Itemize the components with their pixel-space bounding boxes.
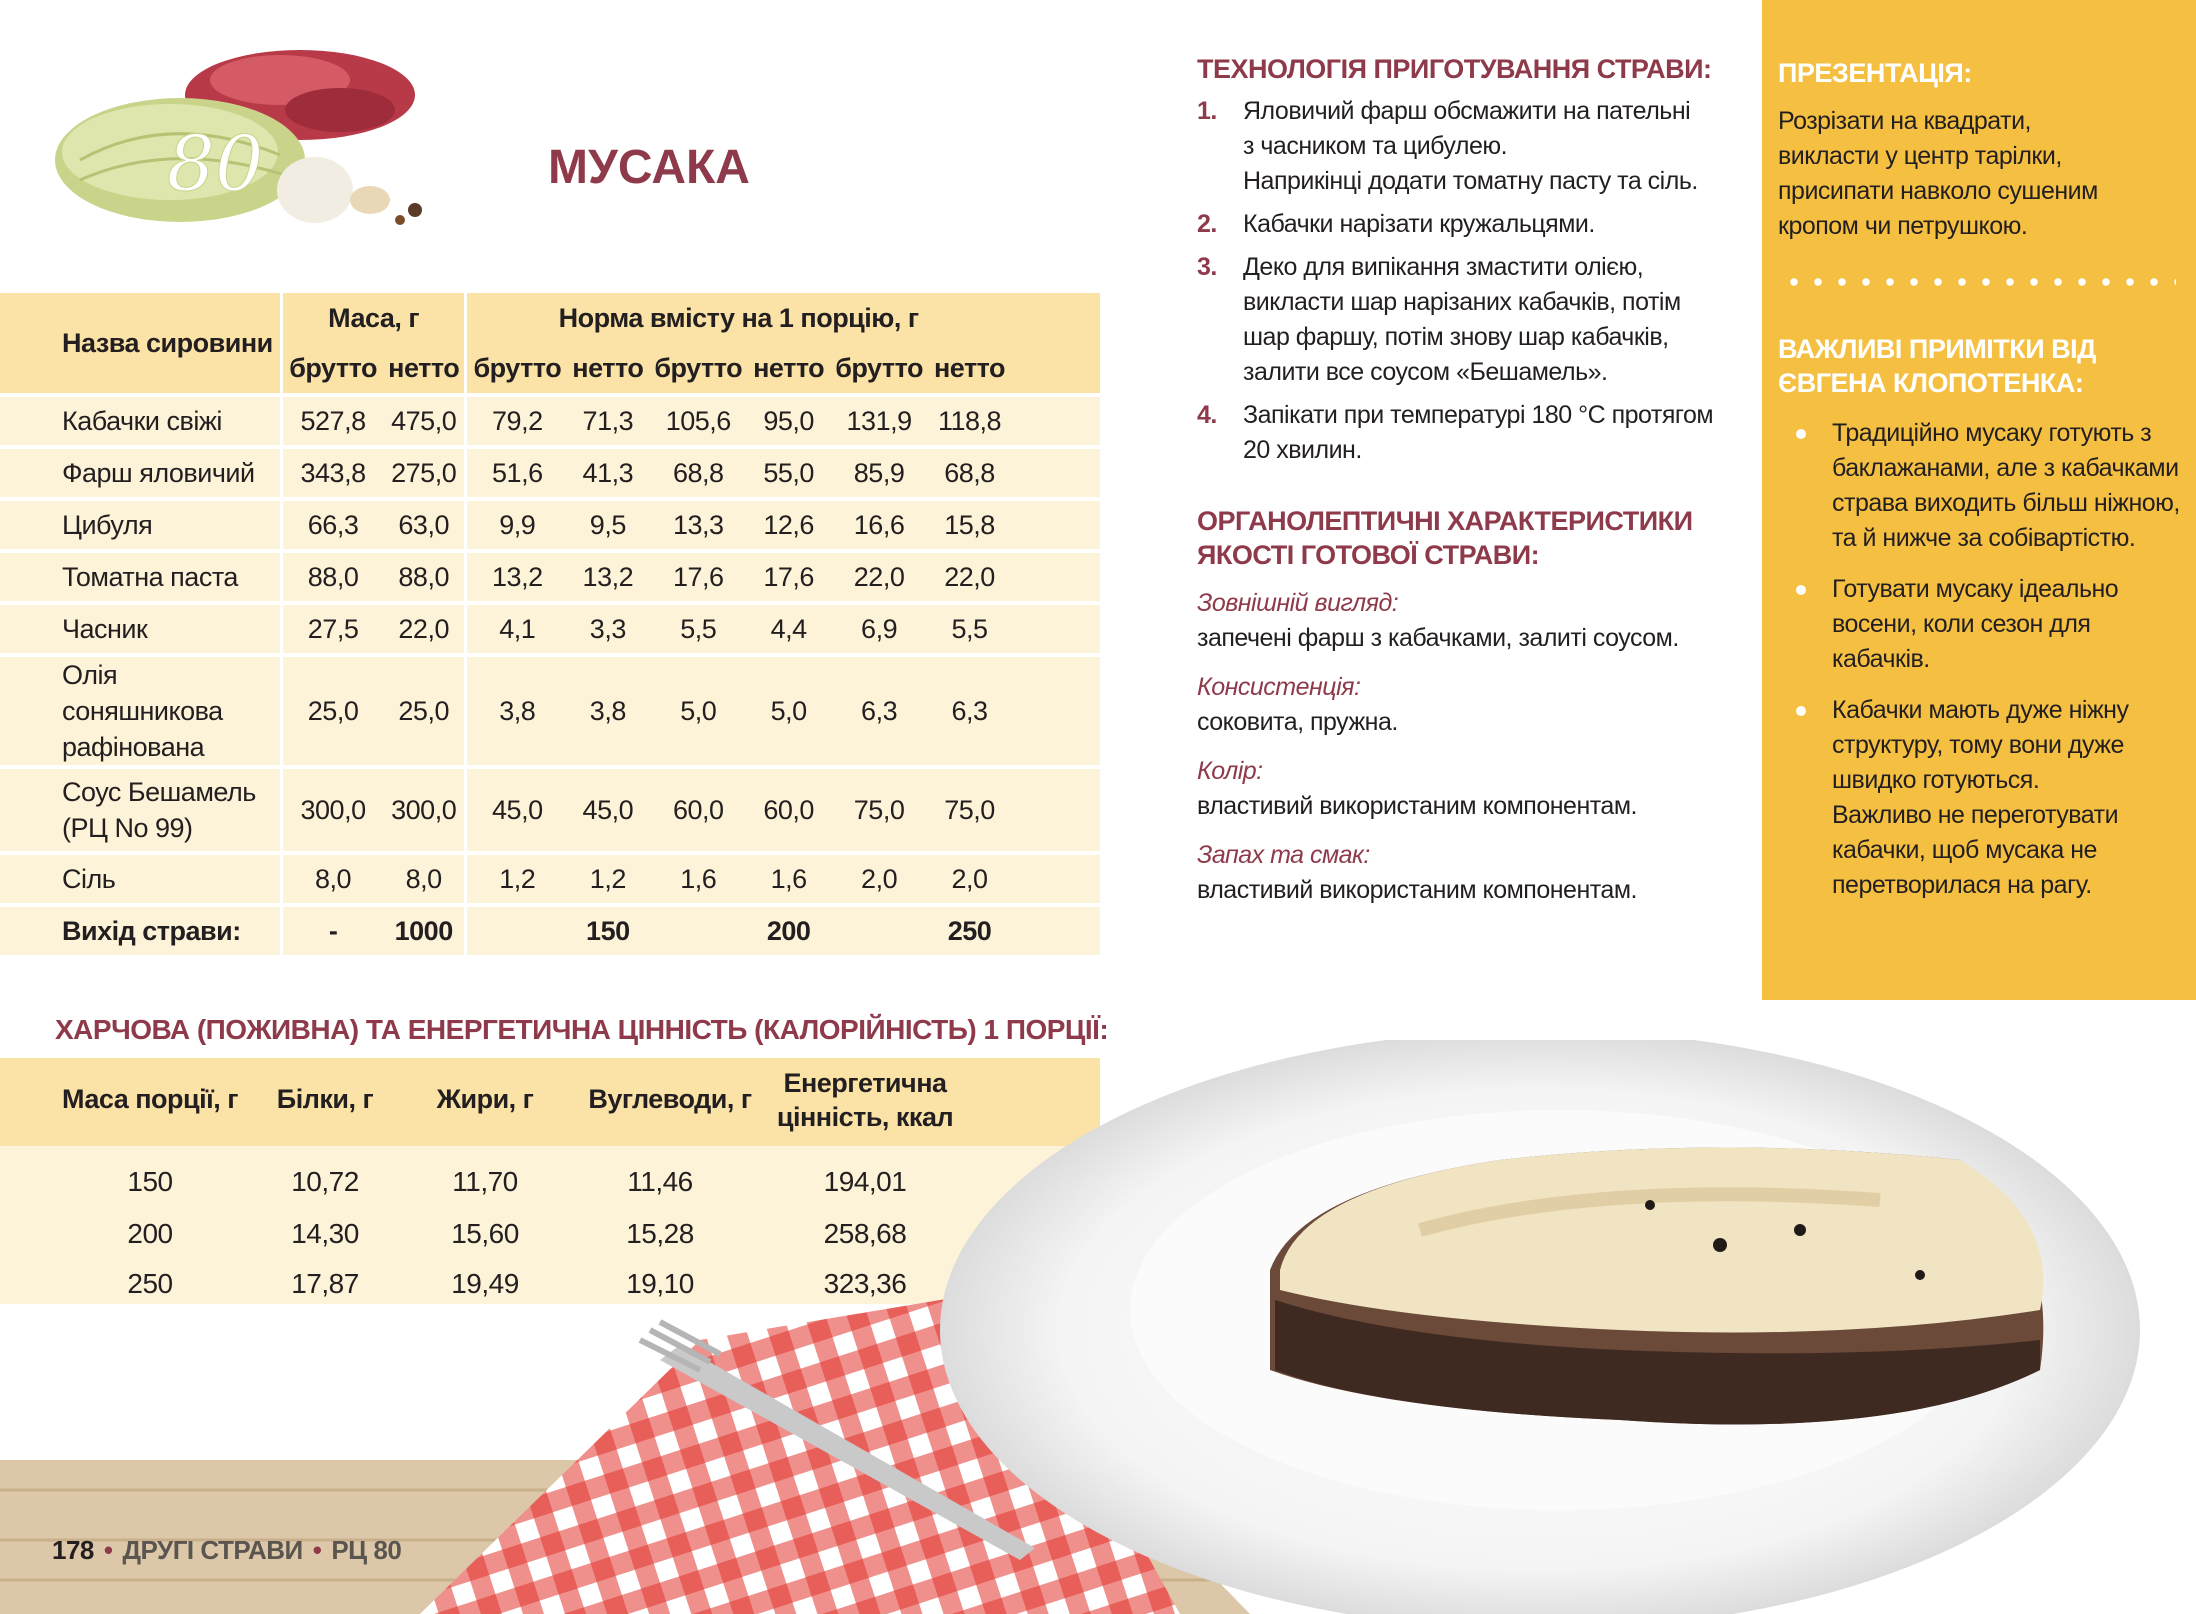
notes-title-2: ЄВГЕНА КЛОПОТЕНКА:: [1778, 368, 2084, 398]
step-line: шар фаршу, потім знову шар кабачків,: [1243, 323, 1669, 351]
cell: 25,0: [398, 695, 449, 726]
cell: 79,2: [466, 395, 568, 447]
note-line: кабачки, щоб мусака не: [1832, 836, 2097, 864]
cell: 25,0: [282, 655, 384, 767]
table-row: [0, 551, 1100, 603]
col-gross: брутто: [835, 352, 923, 383]
col-gross: брутто: [654, 352, 743, 383]
cell: 9,9: [466, 499, 568, 551]
table-row: [0, 767, 1100, 853]
note-line: перетворилася на рагу.: [1832, 871, 2092, 899]
ingredient-name: Олія соняшникова рафінована: [62, 660, 223, 762]
notes-list: [1778, 416, 2188, 903]
table-total-row: [0, 905, 1100, 955]
cell: 41,3: [582, 457, 634, 488]
cell: 3,8: [589, 695, 626, 726]
cell: 17,87: [291, 1268, 359, 1299]
note-line: швидко готуються.: [1832, 766, 2040, 794]
cell: 3,3: [589, 613, 626, 644]
cell: 1,2: [589, 863, 626, 894]
note-item: [1778, 693, 2188, 903]
ingredient-name: Часник: [62, 613, 148, 644]
cell: 22,0: [944, 561, 995, 592]
cell: 3,8: [466, 655, 568, 767]
cell: 60,0: [672, 794, 724, 825]
step-line: Яловичий фарш обсмажити на пательні: [1243, 97, 1691, 125]
cell: 12,6: [763, 509, 814, 540]
col-energy-unit: цінність, ккал: [776, 1102, 954, 1132]
cell: 68,8: [944, 457, 995, 488]
quality-label: Запах та смак:: [1197, 841, 1370, 869]
ingredient-name: Томатна паста: [62, 561, 238, 592]
presentation-title: ПРЕЗЕНТАЦІЯ:: [1778, 58, 1972, 88]
table-row: [0, 395, 1100, 447]
cell: 1000: [394, 915, 453, 946]
ingredient-name: Соус Бешамель (РЦ No 99): [62, 777, 256, 843]
cell: 22,0: [398, 613, 449, 644]
cell: 13,2: [582, 561, 634, 592]
quality-label: Колір:: [1197, 757, 1263, 785]
cell: 250: [127, 1268, 173, 1299]
notes-title: ВАЖЛИВІ ПРИМІТКИ ВІД: [1778, 334, 2096, 364]
presentation-line: присипати навколо сушеним: [1778, 177, 2098, 205]
cell: 71,3: [582, 405, 634, 436]
cell: 150: [127, 1166, 173, 1197]
step-number: 1.: [1197, 97, 1217, 125]
ingredient-name: Цибуля: [62, 509, 153, 540]
cell: 4,1: [466, 603, 568, 655]
quality-label: Зовнішній вигляд:: [1197, 589, 1399, 617]
cell: 27,5: [282, 603, 384, 655]
col-net: нетто: [933, 352, 1006, 383]
cell: 60,0: [763, 794, 814, 825]
note-line: та й нижче за собівартістю.: [1832, 524, 2136, 552]
cell: 200: [127, 1218, 173, 1249]
step-number: 3.: [1197, 253, 1217, 281]
col-gross: брутто: [282, 343, 384, 395]
col-mass: Маса, г: [282, 293, 466, 343]
cell: 258,68: [823, 1218, 907, 1249]
cell: 88,0: [398, 561, 449, 592]
moussaka-slice: [1270, 1148, 2043, 1425]
cell: 16,6: [853, 509, 905, 540]
cell: 88,0: [282, 551, 384, 603]
quality-label: Консистенція:: [1197, 673, 1361, 701]
dotted-divider: [1782, 278, 2176, 286]
page-number: 178: [52, 1535, 94, 1565]
recipe-text-column: [1197, 52, 1737, 908]
presentation-line: викласти у центр тарілки,: [1778, 142, 2062, 170]
cell: 343,8: [282, 447, 384, 499]
presentation-line: Розрізати на квадрати,: [1778, 107, 2032, 135]
cell: 300,0: [282, 767, 384, 853]
step-line: Запікати при температурі 180 °С протягом: [1243, 401, 1714, 429]
cell: 4,4: [770, 613, 807, 644]
table-row: [0, 655, 1100, 767]
cell: 55,0: [763, 457, 814, 488]
table-row: [0, 853, 1100, 905]
cell: 19,49: [451, 1268, 519, 1299]
table-row: [0, 603, 1100, 655]
col-net: нетто: [753, 352, 825, 383]
col-norm: Норма вмісту на 1 порцію, г: [466, 293, 1010, 343]
note-line: Готувати мусаку ідеально: [1832, 575, 2119, 603]
cell: 5,5: [680, 613, 717, 644]
step-line: Деко для випікання змастити олією,: [1243, 253, 1644, 281]
cell: 105,6: [665, 405, 731, 436]
cell: 45,0: [582, 794, 634, 825]
total-label: Вихід страви:: [62, 915, 241, 946]
cell: 17,6: [763, 561, 814, 592]
dish-number-badge: [50, 40, 440, 230]
step-line: залити все соусом «Бешамель».: [1243, 358, 1608, 386]
recipe-code: РЦ 80: [331, 1535, 402, 1565]
note-line: Кабачки мають дуже ніжну: [1832, 696, 2129, 724]
step-line: 20 хвилин.: [1243, 436, 1362, 464]
cell: 17,6: [672, 561, 724, 592]
note-line: Важливо не переготувати: [1832, 801, 2119, 829]
cell: 6,3: [951, 695, 988, 726]
ingredient-name: Кабачки свіжі: [62, 405, 222, 436]
cell: 63,0: [398, 509, 449, 540]
table-row: [0, 447, 1100, 499]
ingredient-name: Сіль: [62, 863, 116, 894]
col-energy: Енергетична: [783, 1068, 947, 1098]
col-ingredient-name: Назва сировини: [62, 327, 273, 358]
cell: 6,3: [861, 695, 898, 726]
cell: 8,0: [282, 853, 384, 905]
note-item: [1778, 572, 2188, 677]
note-line: структуру, тому вони дуже: [1832, 731, 2124, 759]
section-name: ДРУГІ СТРАВИ: [122, 1535, 303, 1565]
step-line: Кабачки нарізати кружальцями.: [1243, 210, 1595, 238]
col-protein: Білки, г: [276, 1084, 374, 1114]
note-line: Традиційно мусаку готують з: [1832, 419, 2152, 447]
cell: 85,9: [853, 457, 905, 488]
note-line: кабачків.: [1832, 645, 1930, 673]
table-row: [0, 499, 1100, 551]
step-item: [1197, 207, 1737, 242]
cell: 527,8: [282, 395, 384, 447]
cell: 250: [947, 915, 992, 946]
col-net: нетто: [388, 352, 460, 383]
cell: 22,0: [853, 561, 905, 592]
note-line: страва виходить більш ніжною,: [1832, 489, 2180, 517]
cell: 1,6: [770, 863, 807, 894]
cell: 11,46: [627, 1166, 693, 1197]
cell: 19,10: [626, 1268, 694, 1299]
cell: 131,9: [846, 405, 912, 436]
ingredient-name: Фарш яловичий: [62, 457, 255, 488]
quality-value: властивий використаним компонентам.: [1197, 792, 1637, 820]
cell: 194,01: [823, 1166, 907, 1197]
col-gross: брутто: [466, 343, 568, 395]
nutrition-title: ХАРЧОВА (ПОЖИВНА) ТА ЕНЕРГЕТИЧНА ЦІННІСТЬ (КАЛОРІЙНІСТЬ) 1 ПОРЦІЇ:: [55, 1014, 1109, 1045]
cell: 13,2: [466, 551, 568, 603]
cell: 95,0: [763, 405, 814, 436]
step-line: з часником та цибулею.: [1243, 132, 1508, 160]
cell: 13,3: [672, 509, 724, 540]
cell: 5,0: [770, 695, 807, 726]
organoleptic-title: ОРГАНОЛЕПТИЧНІ ХАРАКТЕРИСТИКИ: [1197, 506, 1693, 536]
note-item: [1778, 416, 2188, 556]
cell: 66,3: [282, 499, 384, 551]
cell: 118,8: [937, 405, 1002, 436]
cell: 11,70: [452, 1166, 518, 1197]
col-carbs: Вуглеводи, г: [588, 1084, 752, 1114]
step-number: 2.: [1197, 210, 1217, 238]
dish-photo: [0, 1040, 2196, 1614]
col-fat: Жири, г: [436, 1084, 534, 1114]
step-item: [1197, 250, 1737, 390]
cell: 150: [586, 915, 630, 946]
technology-title: ТЕХНОЛОГІЯ ПРИГОТУВАННЯ СТРАВИ:: [1197, 54, 1712, 84]
step-item: [1197, 94, 1737, 199]
cell: 75,0: [944, 794, 995, 825]
note-line: баклажанами, але з кабачками: [1832, 454, 2179, 482]
col-portion-mass: Маса порції, г: [62, 1084, 238, 1114]
cell: 275,0: [391, 457, 457, 488]
cell: -: [282, 905, 384, 955]
page-title: МУСАКА: [548, 141, 750, 194]
cell: 15,60: [451, 1218, 519, 1249]
cell: 15,28: [626, 1218, 694, 1249]
quality-value: запечені фарш з кабачками, залиті соусом.: [1197, 624, 1679, 652]
step-number: 4.: [1197, 401, 1217, 429]
step-line: викласти шар нарізаних кабачків, потім: [1243, 288, 1681, 316]
quality-value: соковита, пружна.: [1197, 708, 1398, 736]
col-net: нетто: [572, 352, 644, 383]
cell: 5,0: [680, 695, 717, 726]
note-line: восени, коли сезон для: [1832, 610, 2091, 638]
step-item: [1197, 398, 1737, 468]
sidebar-panel: [1762, 0, 2196, 1000]
cell: 14,30: [291, 1218, 359, 1249]
cell: 75,0: [853, 794, 905, 825]
cell: 2,0: [861, 863, 898, 894]
organoleptic-title-2: ЯКОСТІ ГОТОВОЇ СТРАВИ:: [1197, 540, 1540, 570]
step-line: Наприкінці додати томатну пасту та сіль.: [1243, 167, 1698, 195]
garlic-image: [277, 157, 353, 223]
cell: 1,6: [680, 863, 717, 894]
cell: 323,36: [823, 1268, 907, 1299]
cell: 200: [766, 915, 811, 946]
cell: 1,2: [466, 853, 568, 905]
cell: 51,6: [466, 447, 568, 499]
cell: 68,8: [672, 457, 724, 488]
ingredients-table: [0, 293, 1100, 955]
cell: 10,72: [291, 1166, 359, 1197]
cell: 5,5: [951, 613, 988, 644]
technology-steps: [1197, 94, 1737, 468]
cell: 8,0: [405, 863, 442, 894]
page-footer: 178 • ДРУГІ СТРАВИ • РЦ 80: [52, 1535, 402, 1565]
cell: 9,5: [589, 509, 626, 540]
cell: 475,0: [391, 405, 457, 436]
quality-value: властивий використаним компонентам.: [1197, 876, 1637, 904]
cell: 2,0: [951, 863, 988, 894]
cell: 45,0: [466, 767, 568, 853]
cell: 6,9: [861, 613, 898, 644]
presentation-line: кропом чи петрушкою.: [1778, 212, 2028, 240]
cell: 300,0: [391, 794, 457, 825]
dish-number: 80: [166, 119, 264, 208]
cell: 15,8: [944, 509, 995, 540]
